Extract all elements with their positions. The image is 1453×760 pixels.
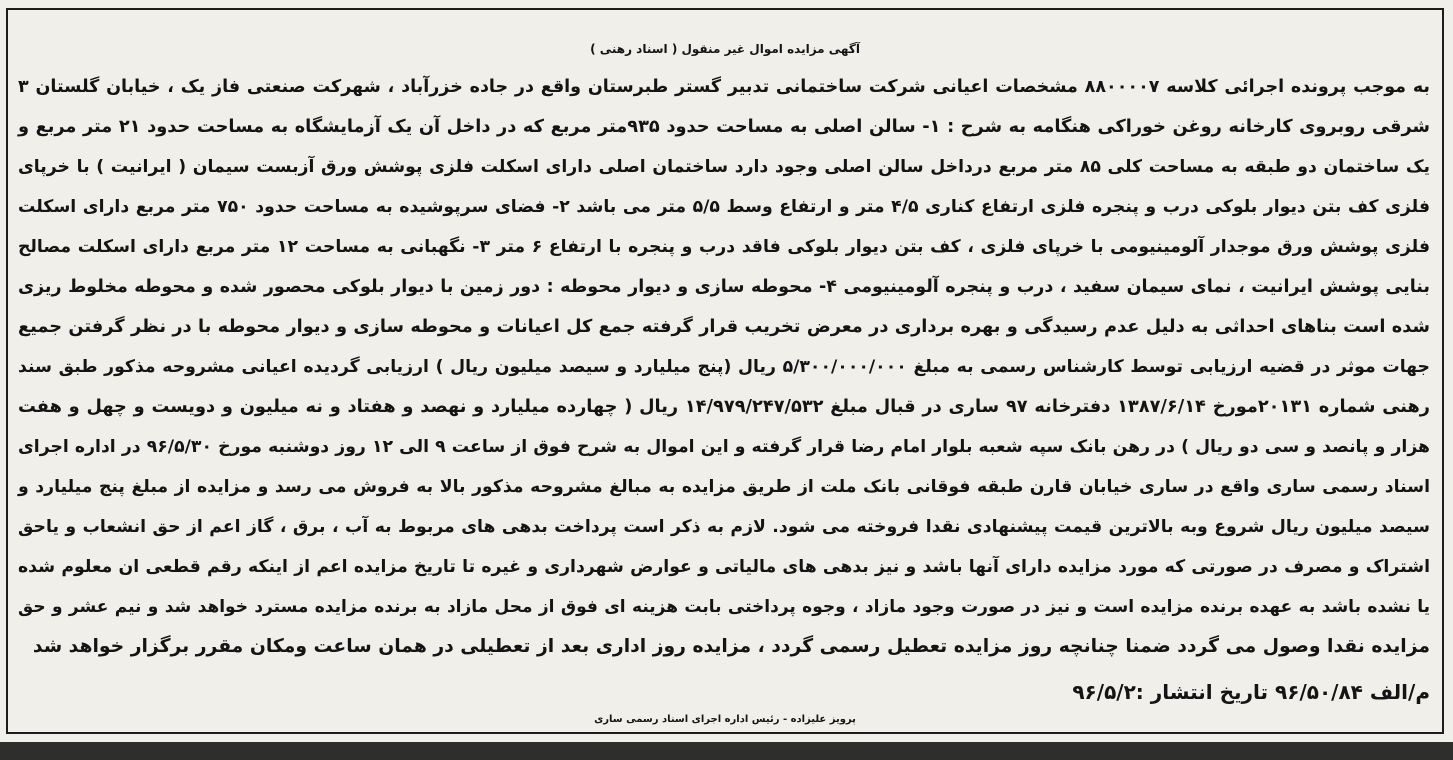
- notice-line: یا نشده باشد به عهده برنده مزایده است و نیز در صورت وجود مازاد ، وجوه پرداختی بابت هزینه ای فوق از محل مازاد به برنده مزایده مسترد خواهد شد و نیم عشر و حق: [18, 597, 1430, 617]
- notice-line: شرقی روبروی کارخانه روغن خوراکی هنگامه به شرح : ۱- سالن اصلی به مساحت حدود ۹۳۵متر مربع که در داخل آن یک آزمایشگاه به مساحت حدود ۲۱ متر مربع و: [18, 117, 1431, 137]
- notice-line: جهات موثر در قضیه ارزیابی توسط کارشناس رسمی به مبلغ ۵/۳۰۰/۰۰۰/۰۰۰ ریال (پنج میلیارد و سیصد میلیون ریال ) ارزیابی گردیده اعیانی مشروحه مذکور طبق سند: [18, 357, 1430, 377]
- notice-frame: [6, 8, 1444, 734]
- publication-info: م/الف ۹۶/۵۰/۸۴ تاریخ انتشار :۹۶/۵/۲: [1072, 680, 1430, 704]
- notice-line: شده است بناهای احداثی به دلیل عدم رسیدگی و بهره برداری در معرض تخریب قرار گرفته جمع کل اعیانات و محوطه سازی و دیوار محوطه با در نظر گرفتن جمیع: [18, 317, 1430, 337]
- notice-line: فلزی کف بتن دیوار بلوکی درب و پنجره فلزی ارتفاع کناری ۴/۵ متر و ارتفاع وسط ۵/۵ متر می باشد ۲- فضای سرپوشیده به مساحت حدود ۷۵۰ متر مربع دارای اسکلت: [18, 197, 1430, 217]
- notice-line: اسناد رسمی ساری واقع در ساری خیابان قارن طبقه فوقانی بانک ملت از طریق مزایده به مبالغ مشروحه مذکور بالا به فروش می رسد و مزایده از مبلغ پنج میلیارد و: [18, 477, 1430, 497]
- notice-title: آگهی مزایده اموال غیر منقول ( اسناد رهنی ): [590, 42, 860, 56]
- signature: پرویز علیزاده - رئیس اداره اجرای اسناد رسمی ساری: [594, 714, 856, 725]
- notice-line: اشتراک و مصرف در صورتی که مورد مزایده دارای آنها باشد و نیز بدهی های مالیاتی و عوارض شهرداری و غیره تا تاریخ مزایده اعم از اینکه رقم قطعی ان معلوم شده: [18, 557, 1430, 577]
- scan-edge: [0, 742, 1453, 760]
- notice-line: یک ساختمان دو طبقه به مساحت کلی ۸۵ متر مربع درداخل سالن اصلی وجود دارد ساختمان اصلی دارای اسکلت فلزی پوشش ورق آزبست سیمان ( ایرانیت ) با خرپای: [18, 157, 1430, 177]
- notice-line: سیصد میلیون ریال شروع وبه بالاترین قیمت پیشنهادی نقدا فروخته می شود. لازم به ذکر است پرداخت بدهی های مربوط به آب ، برق ، گاز اعم از حق انشعاب و یاحق: [18, 517, 1430, 537]
- notice-line: به موجب پرونده اجرائی کلاسه ۸۸۰۰۰۰۷ مشخصات اعیانی شرکت ساختمانی تدبیر گستر طبرستان واقع در جاده خزرآباد ، شهرکت صنعتی فاز یک ، خیابان گلستان ۳: [18, 77, 1430, 97]
- notice-line: رهنی شماره ۲۰۱۳۱مورخ ۱۳۸۷/۶/۱۴ دفترخانه ۹۷ ساری در قبال مبلغ ۱۴/۹۷۹/۲۴۷/۵۳۲ ریال ( چهارده میلیارد و نهصد و هفتاد و نه میلیون و دویست و چهل و هفت: [18, 397, 1431, 417]
- notice-line: مزایده نقدا وصول می گردد ضمنا چنانچه روز مزایده تعطیل رسمی گردد ، مزایده روز اداری بعد از تعطیلی در همان ساعت ومکان مقرر برگزار خواهد شد: [32, 636, 1430, 657]
- notice-line: هزار و پانصد و سی دو ریال ) در رهن بانک سپه شعبه بلوار امام رضا قرار گرفته و این اموال به شرح فوق از ساعت ۹ الی ۱۲ روز دوشنبه مورخ ۹۶/۵/۳۰ در اداره اجرای: [18, 437, 1431, 457]
- notice-line: بنایی پوشش ایرانیت ، نمای سیمان سفید ، درب و پنجره آلومینیومی ۴- محوطه سازی و دیوار محوطه : دور زمین با دیوار بلوکی محصور شده و محوطه مخلوط ریزی: [18, 277, 1430, 297]
- notice-line: فلزی پوشش ورق موجدار آلومینیومی با خرپای فلزی ، کف بتن دیوار بلوکی فاقد درب و پنجره با ارتفاع ۶ متر ۳- نگهبانی به مساحت ۱۲ متر مربع دارای اسکلت مصالح: [18, 237, 1431, 257]
